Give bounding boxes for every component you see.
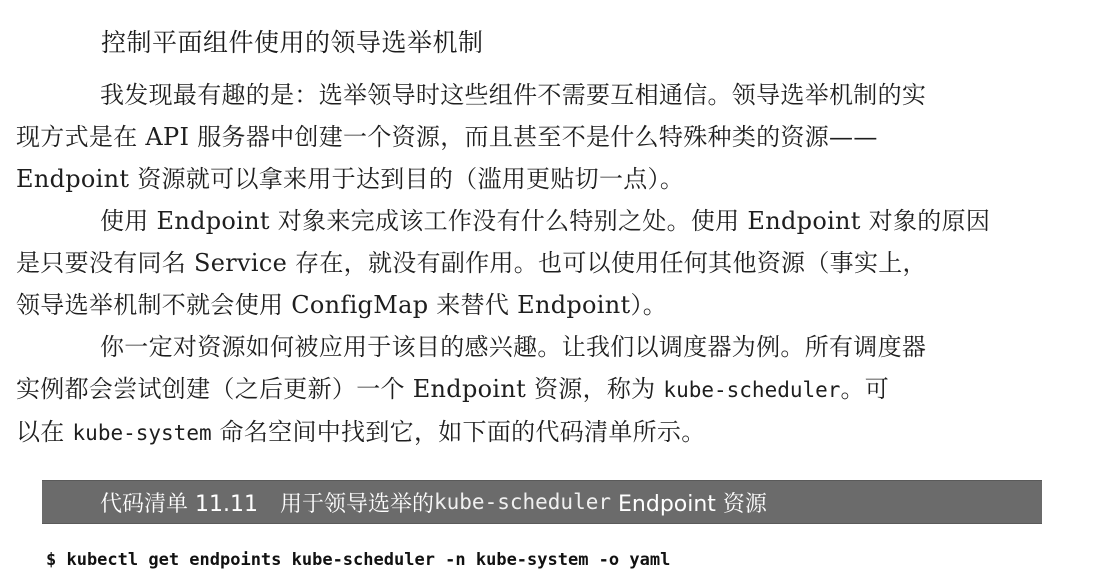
section-heading: 控制平面组件使用的领导选举机制: [101, 28, 484, 57]
text-fragment: 。可: [840, 375, 890, 403]
code-command-line: $ kubectl get endpoints kube-scheduler -n kube-system -o yaml: [46, 550, 671, 570]
paragraph-line: 现方式是在 API 服务器中创建一个资源，而且甚至不是什么特殊种类的资源——: [16, 123, 878, 151]
text-fragment: 以在: [16, 418, 73, 446]
paragraph-line: [16, 368, 1086, 411]
listing-title-text: Endpoint 资源: [611, 491, 767, 517]
paragraph-line: 我发现最有趣的是：选举领导时这些组件不需要互相通信。领导选举机制的实: [100, 81, 927, 109]
paragraph-line: 是只要没有同名 Service 存在，就没有副作用。也可以使用任何其他资源（事实上，: [16, 249, 927, 277]
paragraph-line: [16, 411, 1086, 454]
paragraph-line: Endpoint 资源就可以拿来用于达到目的（滥用更贴切一点）。: [16, 165, 685, 193]
inline-code: kube-scheduler: [663, 378, 841, 402]
text-fragment: 命名空间中找到它，如下面的代码清单所示。: [211, 418, 706, 446]
paragraph-line: 你一定对资源如何被应用于该目的感兴趣。让我们以调度器为例。所有调度器: [100, 333, 927, 361]
paragraph-endpoint-usage: [16, 200, 1086, 326]
inline-code: kube-system: [72, 421, 212, 445]
text-fragment: 实例都会尝试创建（之后更新）一个 Endpoint 资源，称为: [16, 375, 664, 403]
listing-number: 代码清单 11.11: [100, 491, 258, 517]
code-listing-caption: [42, 480, 1042, 524]
paragraph-line: 使用 Endpoint 对象来完成该工作没有什么特别之处。使用 Endpoint 对象的原因: [100, 207, 991, 235]
listing-inline-code: kube-scheduler: [434, 490, 612, 514]
paragraph-scheduler-example: [16, 326, 1086, 454]
paragraph-leader-election-intro: [16, 74, 1086, 200]
listing-title-text: 用于领导选举的: [279, 491, 434, 517]
paragraph-line: 领导选举机制不就会使用 ConfigMap 来替代 Endpoint）。: [16, 291, 668, 319]
